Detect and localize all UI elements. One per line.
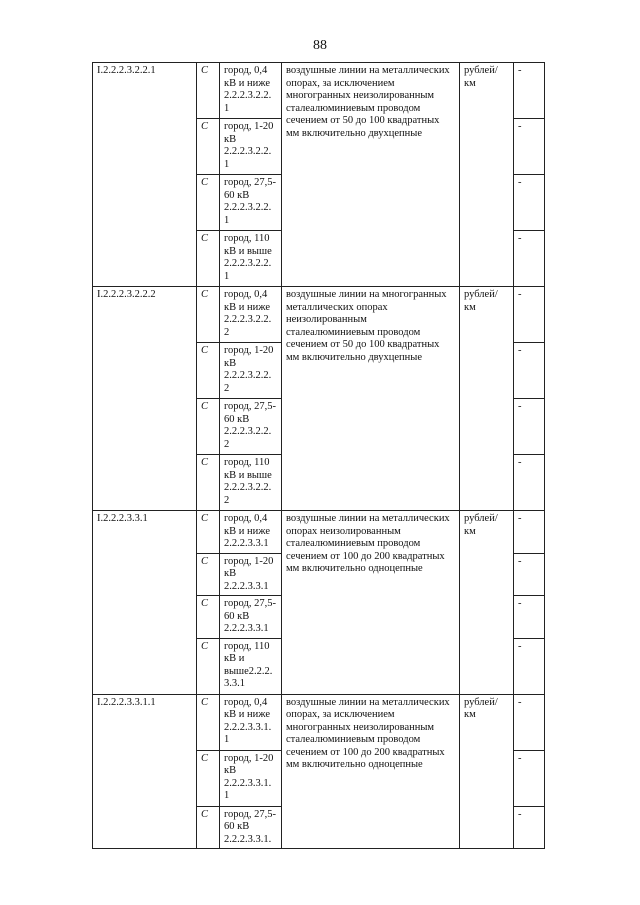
- voltage-region: город, 1-20 кВ 2.2.2.3.3.1: [220, 553, 282, 596]
- voltage-region: город, 110 кВ и выше2.2.2. 3.3.1: [220, 638, 282, 694]
- rate-value: -: [514, 343, 545, 399]
- rate-value: -: [514, 399, 545, 455]
- rate-type: С: [197, 750, 220, 806]
- table-row: [93, 63, 545, 119]
- rate-type: С: [197, 231, 220, 287]
- voltage-region: город, 0,4 кВ и ниже 2.2.2.3.2.2. 2: [220, 287, 282, 343]
- rate-value: -: [514, 553, 545, 596]
- item-code: I.2.2.2.3.2.2.1: [93, 63, 197, 287]
- table-row: [93, 511, 545, 554]
- rate-value: -: [514, 231, 545, 287]
- rate-type: С: [197, 175, 220, 231]
- rate-value: -: [514, 638, 545, 694]
- voltage-region: город, 0,4 кВ и ниже 2.2.2.3.2.2. 1: [220, 63, 282, 119]
- unit: рублей/ км: [460, 694, 514, 849]
- rate-value: -: [514, 175, 545, 231]
- unit: рублей/ км: [460, 511, 514, 695]
- table-row: [93, 287, 545, 343]
- rate-value: -: [514, 694, 545, 750]
- voltage-region: город, 27,5-60 кВ 2.2.2.3.2.2. 2: [220, 399, 282, 455]
- rate-type: С: [197, 399, 220, 455]
- voltage-region: город, 1-20 кВ 2.2.2.3.2.2. 2: [220, 343, 282, 399]
- unit: рублей/ км: [460, 63, 514, 287]
- rate-value: -: [514, 750, 545, 806]
- rate-value: -: [514, 596, 545, 639]
- item-code: I.2.2.2.3.3.1.1: [93, 694, 197, 849]
- line-description: воздушные линии на металлических опорах, за исключением многогранных неизолированным сталеалюминиевым проводом сечением от 50 до 100 квадратных мм включительно двухцепные: [282, 63, 460, 287]
- line-description: воздушные линии на многогранных металлических опорах неизолированным сталеалюминиевым проводом сечением от 50 до 100 квадратных мм включительно двухцепные: [282, 287, 460, 511]
- voltage-region: город, 27,5-60 кВ 2.2.2.3.3.1: [220, 596, 282, 639]
- item-code: I.2.2.2.3.3.1: [93, 511, 197, 695]
- rate-type: С: [197, 638, 220, 694]
- rate-value: -: [514, 455, 545, 511]
- rate-type: С: [197, 455, 220, 511]
- rate-type: С: [197, 553, 220, 596]
- unit: рублей/ км: [460, 287, 514, 511]
- rate-value: -: [514, 63, 545, 119]
- line-description: воздушные линии на металлических опорах неизолированным сталеалюминиевым проводом сечением от 100 до 200 квадратных мм включительно одноцепные: [282, 511, 460, 695]
- rate-value: -: [514, 806, 545, 849]
- voltage-region: город, 110 кВ и выше 2.2.2.3.2.2. 1: [220, 231, 282, 287]
- table-row: [93, 694, 545, 750]
- rate-value: -: [514, 287, 545, 343]
- voltage-region: город, 1-20 кВ 2.2.2.3.2.2. 1: [220, 119, 282, 175]
- rate-type: С: [197, 63, 220, 119]
- rate-type: С: [197, 694, 220, 750]
- voltage-region: город, 110 кВ и выше 2.2.2.3.2.2. 2: [220, 455, 282, 511]
- line-description: воздушные линии на металлических опорах, за исключением многогранных неизолированным сталеалюминиевым проводом сечением от 100 до 200 квадратных мм включительно одноцепные: [282, 694, 460, 849]
- tariff-table: [92, 62, 545, 849]
- rate-type: С: [197, 596, 220, 639]
- rate-type: С: [197, 343, 220, 399]
- voltage-region: город, 1-20 кВ 2.2.2.3.3.1. 1: [220, 750, 282, 806]
- page-number: 88: [313, 38, 327, 53]
- voltage-region: город, 27,5-60 кВ 2.2.2.3.3.1.: [220, 806, 282, 849]
- rate-type: С: [197, 287, 220, 343]
- voltage-region: город, 27,5-60 кВ 2.2.2.3.2.2. 1: [220, 175, 282, 231]
- rate-value: -: [514, 119, 545, 175]
- item-code: I.2.2.2.3.2.2.2: [93, 287, 197, 511]
- rate-type: С: [197, 806, 220, 849]
- rate-type: С: [197, 511, 220, 554]
- rate-value: -: [514, 511, 545, 554]
- rate-type: С: [197, 119, 220, 175]
- voltage-region: город, 0,4 кВ и ниже 2.2.2.3.3.1: [220, 511, 282, 554]
- voltage-region: город, 0,4 кВ и ниже 2.2.2.3.3.1. 1: [220, 694, 282, 750]
